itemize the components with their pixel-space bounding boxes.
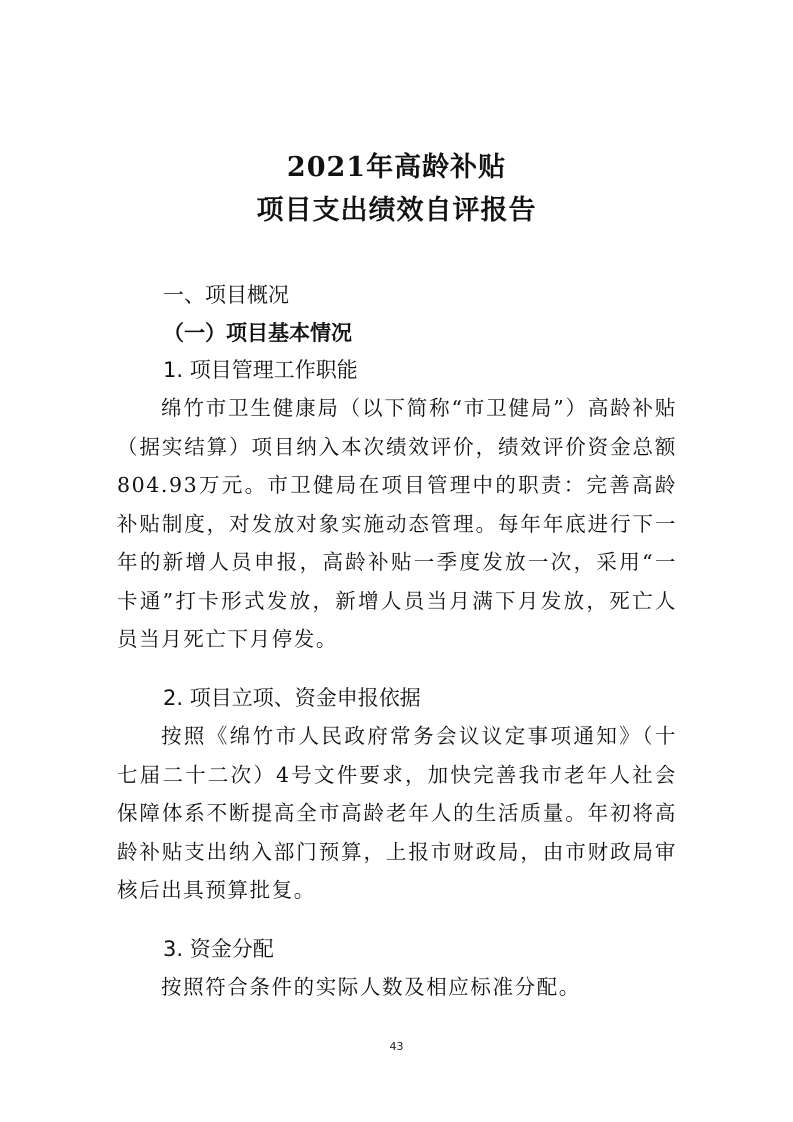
paragraph-fund-allocation: 按照符合条件的实际人数及相应标准分配。: [161, 975, 581, 999]
document-title-line-2: 项目支出绩效自评报告: [256, 195, 537, 226]
document-title-line-1: 2021年高龄补贴: [286, 152, 507, 183]
page-number: 43: [389, 1040, 404, 1053]
subsection-heading-basic-info: （一）项目基本情况: [163, 320, 352, 345]
section-heading-project-overview: 一、项目概况: [163, 283, 289, 307]
item-heading-project-basis: 2. 项目立项、资金申报依据: [163, 686, 421, 710]
item-heading-management-duties: 1. 项目管理工作职能: [163, 358, 358, 382]
item-heading-fund-allocation: 3. 资金分配: [163, 937, 274, 961]
paragraph-management-duties: 绵竹市卫生健康局（以下简称“市卫健局”）高龄补贴（据实结算）项目纳入本次绩效评价，绩效评价资金总额804.93万元。市卫健局在项目管理中的职责：完善高龄补贴制度，对发放对象实施动态管理。每年年底进行下一年的新增人员申报，高龄补贴一季度发放一次，采用“一卡通”打卡形式发放，新增人员当月满下月发放，死亡人员当月死亡下月停发。: [117, 396, 677, 651]
paragraph-project-basis: 按照《绵竹市人民政府常务会议议定事项通知》（十七届二十二次）4号文件要求，加快完善我市老年人社会保障体系不断提高全市高龄老年人的生活质量。年初将高龄补贴支出纳入部门预算，上报市财政局，由市财政局审核后出具预算批复。: [117, 724, 677, 902]
